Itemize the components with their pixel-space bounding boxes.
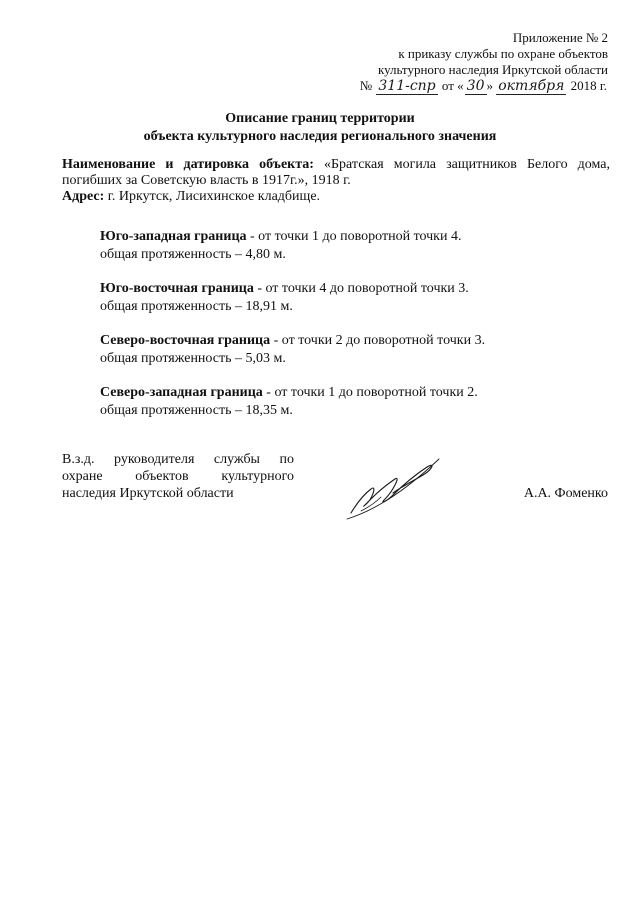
title-line-1: Описание границ территории — [225, 111, 415, 126]
object-address-paragraph — [62, 189, 610, 205]
appendix-order-ref: к приказу службы по охране объектов — [398, 46, 608, 61]
boundary-desc: - от точки 4 до поворотной точки 3. — [257, 281, 469, 296]
boundary-northeast-header — [100, 332, 620, 350]
appendix-header — [359, 30, 608, 94]
order-day-handwritten: 30 — [466, 78, 485, 94]
boundary-length: общая протяженность – 5,03 м. — [100, 351, 286, 366]
boundary-northwest — [100, 384, 620, 420]
order-year: 2018 г. — [570, 78, 607, 93]
appendix-order-line — [359, 78, 608, 94]
object-address-value: г. Иркутск, Лисихинское кладбище. — [107, 189, 321, 204]
signer-line-2: охране объектов культурного — [62, 469, 294, 484]
order-mid: » — [486, 78, 493, 93]
signer-line-1: В.з.д. руководителя службы по — [62, 452, 294, 467]
boundary-length: общая протяженность – 18,35 м. — [100, 403, 293, 418]
handwritten-signature — [343, 453, 443, 523]
appendix-authority: культурного наследия Иркутской области — [377, 62, 608, 77]
boundary-northeast — [100, 332, 620, 368]
boundary-length: общая протяженность – 18,91 м. — [100, 299, 293, 314]
boundary-name: Северо-западная граница — [100, 385, 263, 400]
boundary-name: Юго-восточная граница — [100, 281, 254, 296]
signer-name: А.А. Фоменко — [523, 486, 608, 501]
boundary-length: общая протяженность – 4,80 м. — [100, 247, 286, 262]
title-line-2: объекта культурного наследия регионального значения — [143, 129, 497, 144]
boundary-southwest-header — [100, 228, 620, 246]
boundary-northwest-header — [100, 384, 620, 402]
boundary-southwest — [100, 228, 620, 264]
boundary-desc: - от точки 2 до поворотной точки 3. — [273, 333, 486, 348]
appendix-title: Приложение № 2 — [512, 30, 608, 45]
order-from: от « — [441, 78, 464, 93]
boundary-name: Северо-восточная граница — [100, 333, 271, 348]
order-month-handwritten: октября — [498, 78, 565, 94]
signer-line-3: наследия Иркутской области — [62, 486, 234, 501]
object-address-label: Адрес: — [62, 189, 105, 204]
order-no-prefix: № — [359, 78, 373, 93]
boundary-desc: - от точки 1 до поворотной точки 2. — [266, 385, 478, 400]
boundary-southeast-header — [100, 280, 620, 298]
object-name-label: Наименование и датировка объекта: — [62, 157, 314, 172]
boundary-desc: - от точки 1 до поворотной точки 4. — [250, 229, 462, 244]
signer-position — [62, 451, 294, 502]
boundaries-list — [100, 228, 620, 436]
document-title — [0, 110, 640, 146]
object-info — [62, 157, 610, 205]
object-name-paragraph — [62, 157, 610, 189]
boundary-southeast — [100, 280, 620, 316]
boundary-name: Юго-западная граница — [100, 229, 247, 244]
order-number-handwritten: 311-спр — [378, 78, 436, 94]
object-name-value: «Братская могила защитников Белого дома, погибших за Советскую власть в 1917г.», 1918 г. — [62, 157, 611, 188]
